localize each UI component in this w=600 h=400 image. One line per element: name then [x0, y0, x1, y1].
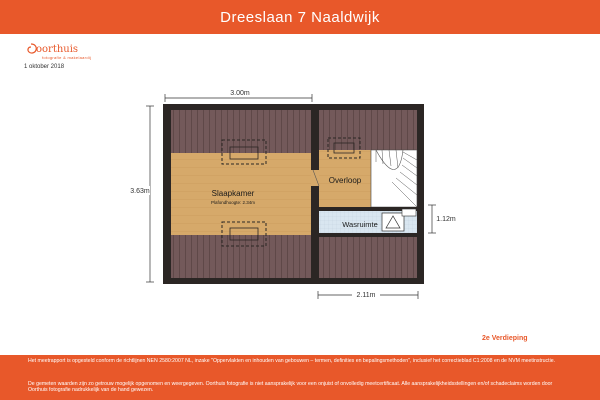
- dimension-bottom: [318, 290, 418, 299]
- floor-label: 2e Verdieping: [482, 335, 528, 342]
- sink-icon: [402, 209, 416, 216]
- dim-right-label: 1.12m: [436, 216, 456, 223]
- wasruimte-wall-bottom: [319, 233, 417, 237]
- room-overloop-label: Overloop: [328, 176, 362, 185]
- room-wasruimte-label: Wasruimte: [342, 220, 378, 229]
- room-slaapkamer-label: Slaapkamer: [211, 189, 255, 198]
- logo-tagline: fotografie & makelaardij: [42, 55, 92, 60]
- dim-left-label: 3.63m: [130, 188, 150, 195]
- dim-top-label: 3.00m: [230, 90, 250, 97]
- room-slaapkamer-note: Plafondhoogte: 2.34m: [210, 200, 256, 205]
- dimension-right: [428, 205, 457, 233]
- interior-wall: [311, 110, 319, 278]
- footer-bar: [0, 355, 600, 400]
- logo-brand: oorthuis: [36, 44, 79, 55]
- washing-machine-icon: [382, 213, 404, 231]
- page-title: Dreeslaan 7 Naaldwijk: [220, 8, 380, 26]
- dimension-left: [130, 106, 154, 282]
- staircase: [371, 150, 417, 207]
- dimension-top: [165, 90, 312, 102]
- footer-disclaimer-2: De gemeten waarden zijn zo getrouw mogelijk opgenomen en weergegeven. Oorthuis fotografie is niet aansprakelijk voor een onjuist of onvolledig meetcertificaat. Alle aansprakelijkheidsstellingen en/of schadeclaims worden door Oorthuis fotografie nadrukkelijk van de hand gewezen.: [28, 381, 553, 393]
- date-label: 1 oktober 2018: [24, 64, 65, 70]
- footer-disclaimer-1: Het meetrapport is opgesteld conform de richtlijnen NEN 2580:2007 NL, inzake "Oppervlakten en inhouden van gebouwen – termen, definities en bepalingsmethoden", inclusief het correctieblad C1:2008 en de NVM meetinstructie.: [28, 358, 556, 364]
- dim-bottom-label: 2.11m: [356, 292, 376, 299]
